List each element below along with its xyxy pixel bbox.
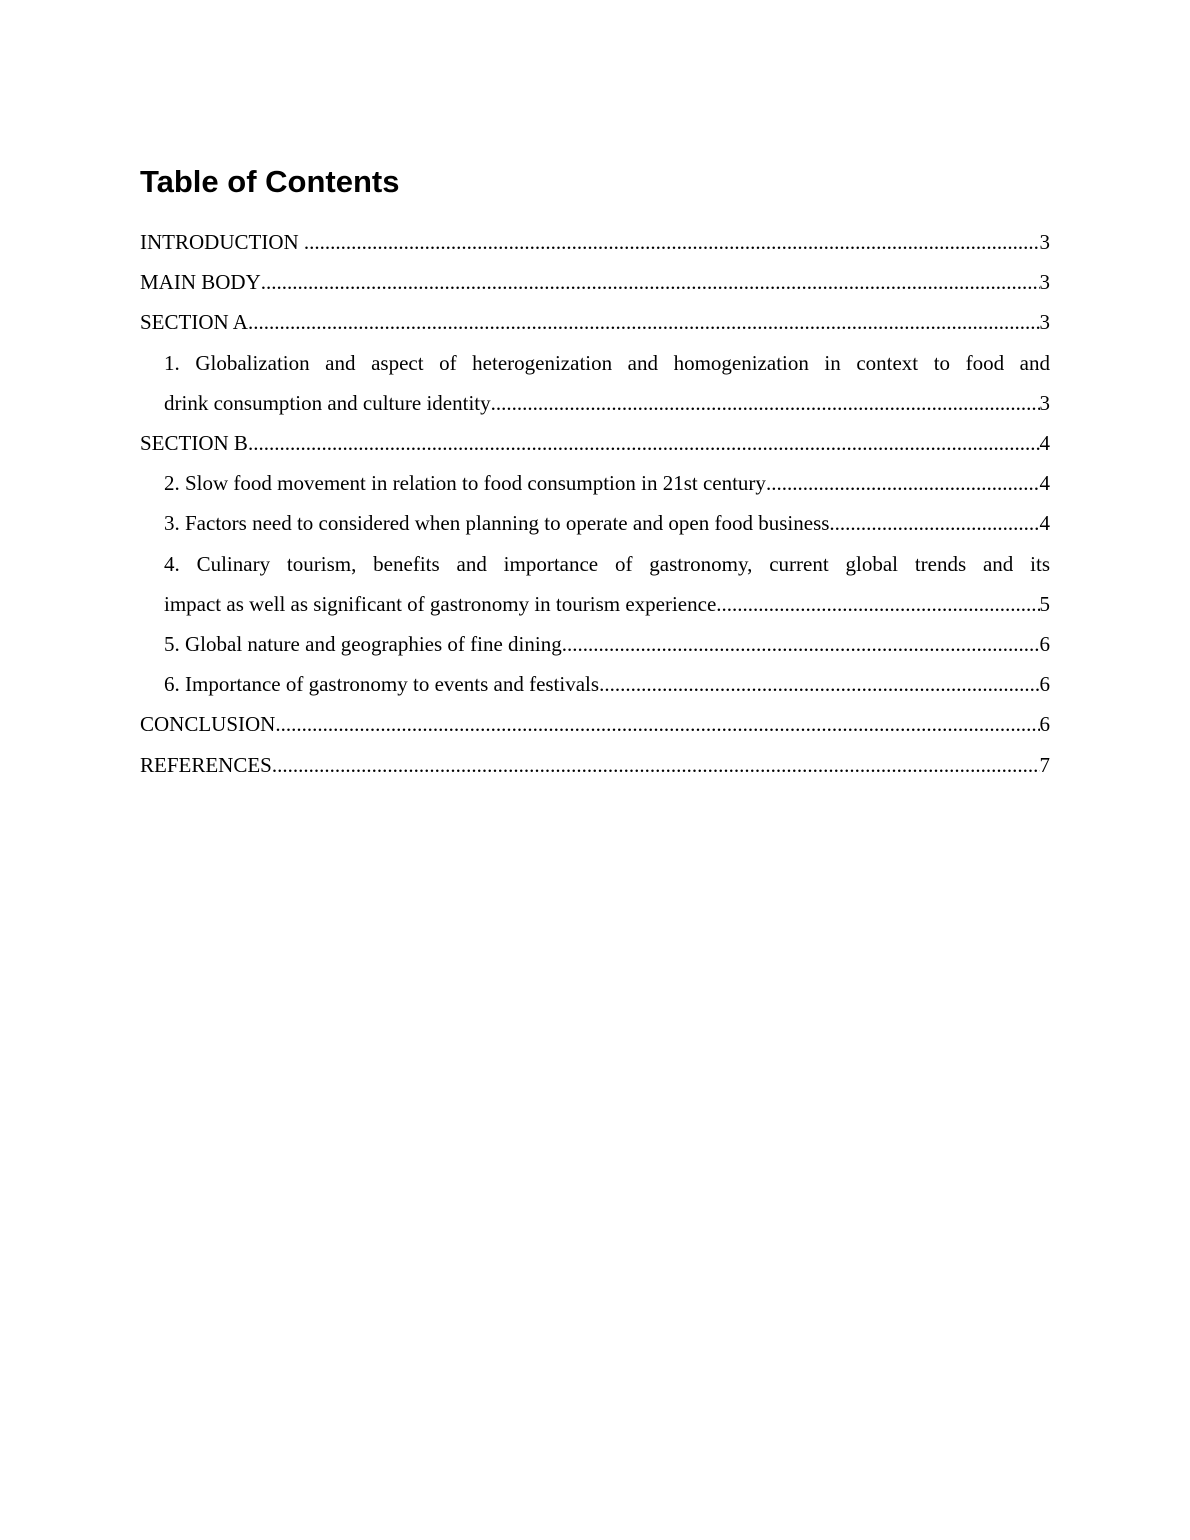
toc-page-number: 3 <box>1039 310 1050 335</box>
toc-page-number: 3 <box>1039 390 1050 415</box>
toc-leader-dots <box>248 423 1040 463</box>
toc-entry-conclusion[interactable] <box>140 704 1050 744</box>
toc-leader-dots <box>248 302 1040 342</box>
toc-entry-label: INTRODUCTION <box>140 230 304 254</box>
toc-entry-section-a[interactable] <box>140 302 1050 342</box>
toc-leader-dots <box>304 222 1040 262</box>
toc-entry-label: 5. Global nature and geographies of fine dining <box>164 632 562 657</box>
toc-page-number: 4 <box>1039 431 1050 456</box>
toc-entry-references[interactable] <box>140 745 1050 785</box>
toc-leader-dots <box>599 664 1039 704</box>
toc-entry-label-line2: drink consumption and culture identity <box>164 390 491 415</box>
toc-entry-culinary-tourism[interactable] <box>140 544 1050 624</box>
toc-entry-label: 2. Slow food movement in relation to food consumption in 21st century <box>164 471 766 496</box>
toc-leader-dots <box>562 624 1040 664</box>
toc-entry-label-line1: 4. Culinary tourism, benefits and importance of gastronomy, current global trends and its <box>164 551 1050 576</box>
toc-leader-dots <box>716 584 1039 624</box>
toc-entry-label: 6. Importance of gastronomy to events and festivals <box>164 672 600 697</box>
toc-entry-fine-dining[interactable] <box>140 624 1050 664</box>
toc-leader-dots <box>829 503 1039 543</box>
toc-entry-label-line2: impact as well as significant of gastronomy in tourism experience <box>164 591 717 616</box>
toc-entry-label: 3. Factors need to considered when planning to operate and open food business <box>164 511 830 536</box>
toc-leader-dots <box>272 745 1040 785</box>
toc-entry-factors[interactable] <box>140 503 1050 543</box>
toc-page-number: 4 <box>1039 511 1050 536</box>
toc-entry-label: CONCLUSION <box>140 712 276 737</box>
table-of-contents <box>140 222 1050 785</box>
toc-entry-globalization[interactable] <box>140 343 1050 423</box>
toc-entry-section-b[interactable] <box>140 423 1050 463</box>
toc-entry-label-line1: 1. Globalization and aspect of heterogenization and homogenization in context to food and <box>164 350 1050 375</box>
toc-page-number: 3 <box>1039 230 1050 254</box>
toc-entry-events-festivals[interactable] <box>140 664 1050 704</box>
toc-page-number: 5 <box>1039 591 1050 616</box>
toc-page-number: 6 <box>1039 632 1050 657</box>
toc-entry-label: SECTION B <box>140 431 248 456</box>
toc-entry-label: REFERENCES <box>140 752 272 777</box>
toc-title: Table of Contents <box>140 164 400 199</box>
toc-page-number: 4 <box>1039 471 1050 496</box>
toc-page-number: 3 <box>1039 270 1050 295</box>
toc-entry-line2 <box>164 383 1050 423</box>
toc-entry-slow-food[interactable] <box>140 463 1050 503</box>
toc-leader-dots <box>275 704 1039 744</box>
toc-entry-label: SECTION A <box>140 310 248 335</box>
toc-entry-label: MAIN BODY <box>140 270 261 295</box>
toc-page-number: 6 <box>1039 672 1050 697</box>
toc-leader-dots <box>491 383 1040 423</box>
toc-entry-line2 <box>164 584 1050 624</box>
toc-entry-main-body[interactable] <box>140 262 1050 302</box>
toc-entry-introduction[interactable] <box>140 222 1050 262</box>
toc-page-number: 7 <box>1039 752 1050 777</box>
toc-leader-dots <box>261 262 1040 302</box>
toc-leader-dots <box>766 463 1040 503</box>
toc-page-number: 6 <box>1039 712 1050 737</box>
